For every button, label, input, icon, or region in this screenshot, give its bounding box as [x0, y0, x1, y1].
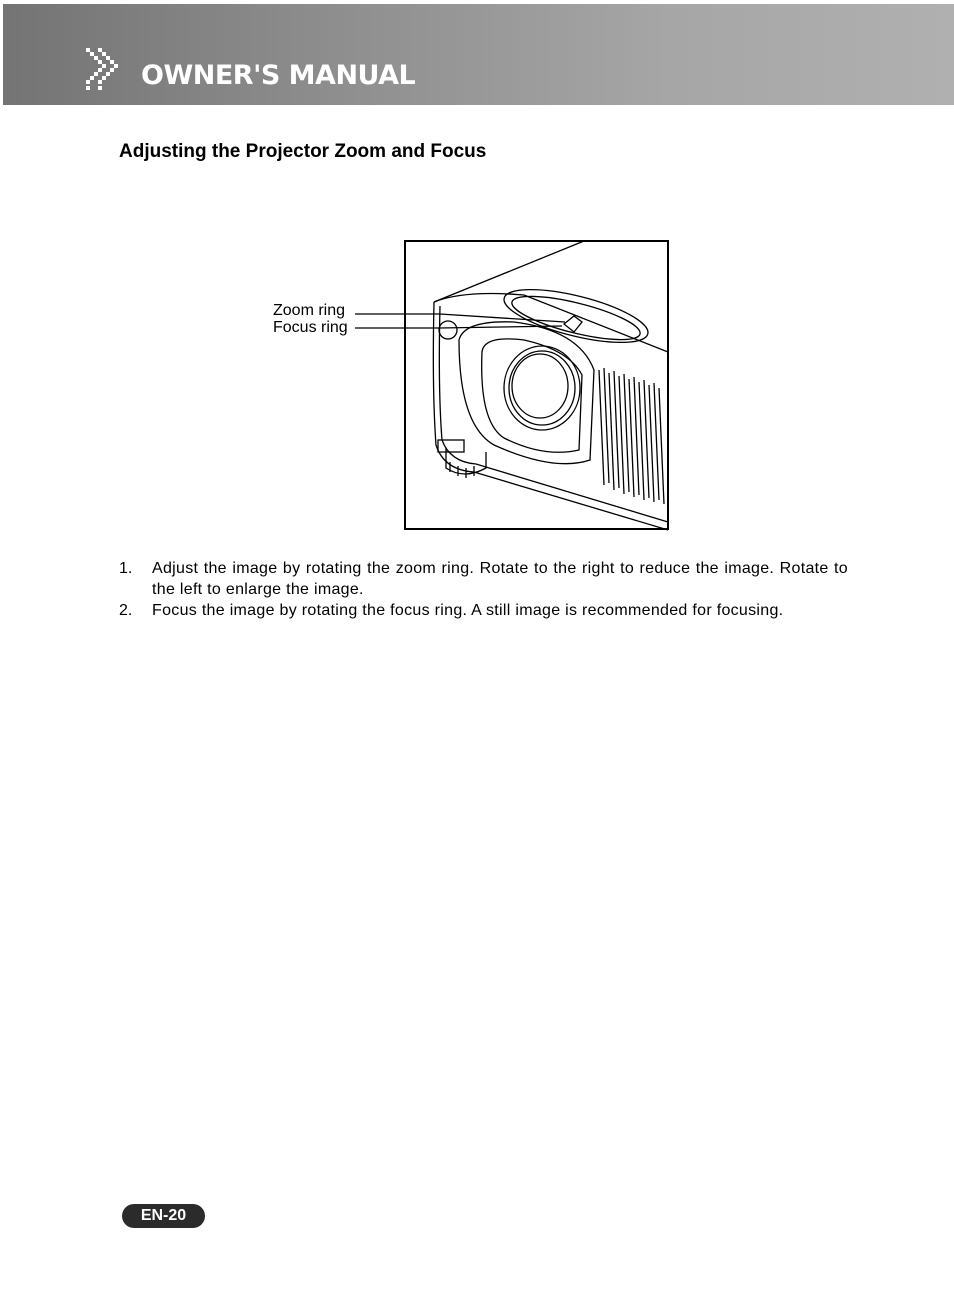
- double-chevron-icon: [84, 48, 128, 92]
- list-item: [119, 558, 848, 600]
- step-number: 2.: [119, 602, 133, 619]
- step-number: 1.: [119, 560, 133, 577]
- zoom-ring-label: Zoom ring: [273, 302, 346, 319]
- header-title: OWNER'S MANUAL: [141, 60, 416, 91]
- section-title: Adjusting the Projector Zoom and Focus: [119, 141, 487, 162]
- list-item: [119, 600, 848, 621]
- page-number-badge: EN-20: [122, 1204, 205, 1228]
- projector-illustration: [404, 240, 670, 531]
- focus-ring-label: Focus ring: [273, 319, 348, 336]
- callout-leader-lines: [350, 300, 580, 340]
- step-text: Adjust the image by rotating the zoom ring. Rotate to the right to reduce the image. Rotate to the left to enlarge the image.: [152, 560, 848, 598]
- instruction-list: [119, 558, 848, 621]
- step-text: Focus the image by rotating the focus ring. A still image is recommended for focusing.: [152, 602, 784, 619]
